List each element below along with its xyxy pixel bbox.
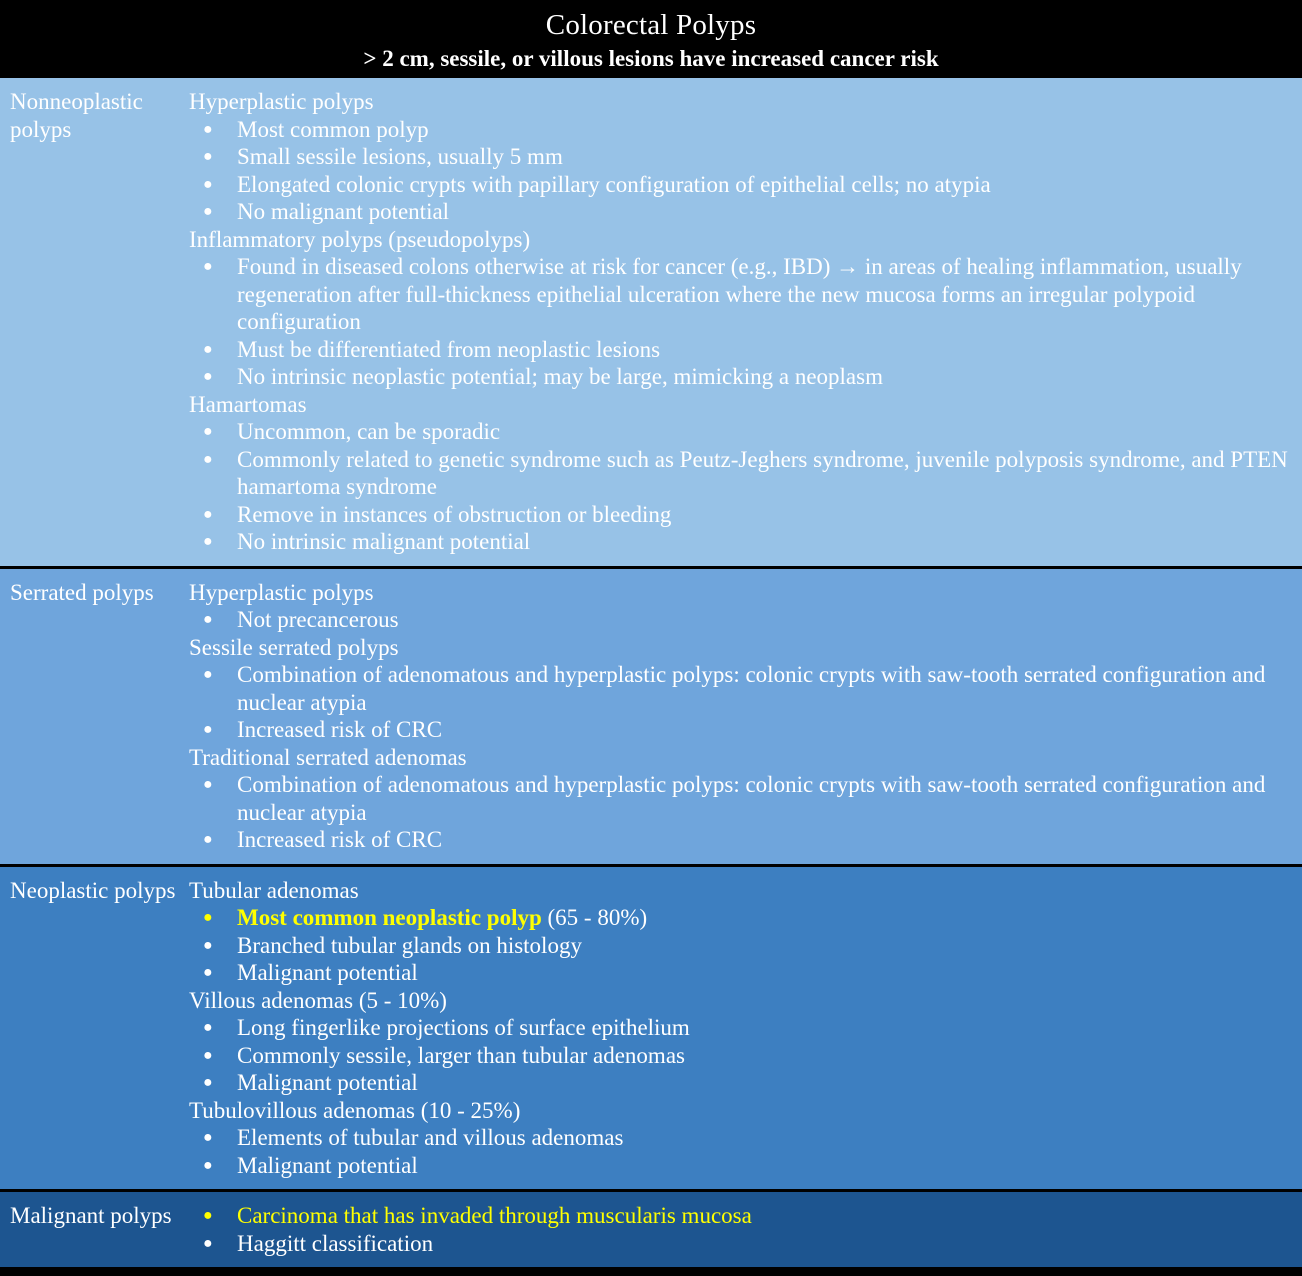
group-heading: Villous adenomas (5 - 10%) [189,987,447,1013]
list-item-text: No intrinsic malignant potential [237,529,531,554]
row-content [189,867,1302,1190]
list-item-text: Malignant potential [237,960,418,985]
bullet-icon: ● [203,1234,213,1252]
list-item [189,771,1288,826]
bullet-icon: ● [203,533,213,550]
bullet-icon: ● [203,611,213,628]
group-heading: Hamartomas [189,391,307,417]
group-heading: Sessile serrated polyps [189,634,399,660]
bullet-list [189,661,1288,744]
list-item [189,661,1288,716]
group-heading: Tubulovillous adenomas (10 - 25%) [189,1097,521,1123]
bullet-icon: ● [203,340,213,358]
list-item [189,1202,1288,1230]
list-item-text: No malignant potential [237,199,450,224]
page-subtitle: > 2 cm, sessile, or villous lesions have increased cancer risk [363,46,939,71]
list-item [189,904,1288,932]
list-item-text: Increased risk of CRC [237,717,443,742]
bullet-icon: ● [203,368,213,385]
bullet-icon: ● [203,776,213,793]
list-item-text: Most common neoplastic polyp [237,905,542,930]
table-row [0,1192,1302,1267]
bullet-icon: ● [203,721,213,738]
list-item-text: Most common polyp [237,116,429,142]
list-item [189,143,1288,171]
bullet-list [189,116,1288,226]
table-body [0,78,1302,1267]
bullet-list [189,418,1288,556]
page-title: Colorectal Polyps [545,9,757,41]
list-item-text: Remove in instances of obstruction or bleeding [237,501,672,527]
table-header [0,0,1302,78]
group-heading: Hyperplastic polyps [189,579,374,605]
row-content [189,1192,1302,1267]
bullet-icon: ● [203,964,213,981]
row-content [189,78,1302,566]
row-category-label: Malignant polyps [10,1203,172,1228]
bullet-icon: ● [203,450,213,468]
list-item [189,446,1288,501]
bullet-icon: ● [203,175,213,193]
bullet-list [189,1014,1288,1097]
bullet-icon: ● [203,148,213,165]
list-item [189,336,1288,364]
list-item [189,116,1288,144]
group-heading: Inflammatory polyps (pseudopolyps) [189,226,531,252]
list-item [189,1069,1288,1097]
bullet-list [189,1202,1288,1257]
table-row [0,569,1302,867]
list-item-text: Small sessile lesions, usually 5 mm [237,144,563,169]
bullet-icon: ● [203,258,213,275]
list-item [189,528,1288,556]
bullet-list [189,771,1288,854]
list-item [189,418,1288,446]
list-item [189,826,1288,854]
bullet-icon: ● [203,1129,213,1146]
bullet-icon: ● [203,1019,213,1036]
list-item-text: Long fingerlike projections of surface epithelium [237,1015,690,1040]
bullet-list [189,904,1288,987]
bullet-icon: ● [203,909,213,926]
list-item-text: Must be differentiated from neoplastic lesions [237,336,661,362]
bullet-icon: ● [203,423,213,440]
list-item-text: Malignant potential [237,1152,418,1178]
list-item [189,501,1288,529]
list-item [189,1014,1288,1042]
group-heading: Tubular adenomas [189,877,359,903]
bullet-icon: ● [203,505,213,523]
list-item [189,1124,1288,1152]
group-heading: Hyperplastic polyps [189,89,374,114]
table-row [0,78,1302,569]
bullet-icon: ● [203,203,213,220]
row-category-label: Nonneoplastic polyps [10,89,143,142]
list-item-text: Found in diseased colons otherwise at risk for cancer (e.g., IBD) → in areas of healing inflammation, usually regeneration after full-thickness epithelial ulceration where the new mucosa forms an irregular polypoid configuration [237,254,1242,334]
list-item-text: Carcinoma that has invaded through muscularis mucosa [237,1203,752,1228]
list-item-text: Branched tubular glands on histology [237,932,582,958]
list-item [189,1152,1288,1180]
list-item [189,253,1288,336]
bullet-icon: ● [203,1046,213,1064]
list-item-text: Elongated colonic crypts with papillary configuration of epithelial cells; no atypia [237,171,991,197]
list-item [189,932,1288,960]
group-heading: Traditional serrated adenomas [189,744,467,770]
list-item [189,363,1288,391]
list-item [189,1042,1288,1070]
row-category-label: Neoplastic polyps [10,877,176,903]
list-item-text: Combination of adenomatous and hyperplastic polyps: colonic crypts with saw-tooth serrated configuration and nuclear atypia [237,772,1266,825]
row-category-label: Serrated polyps [10,579,154,605]
list-item [189,1230,1288,1258]
list-item-text: Commonly related to genetic syndrome such as Peutz-Jeghers syndrome, juvenile polyposis syndrome, and PTEN hamartoma syndrome [237,446,1288,499]
bullet-list [189,253,1288,391]
bullet-icon: ● [203,1156,213,1174]
bullet-list [189,606,1288,634]
bullet-icon: ● [203,120,213,138]
list-item [189,171,1288,199]
list-item-text: Elements of tubular and villous adenomas [237,1125,624,1150]
bullet-icon: ● [203,666,213,683]
table-row [0,867,1302,1193]
bullet-icon: ● [203,1207,213,1224]
list-item-text: Not precancerous [237,607,399,632]
list-item-text: Combination of adenomatous and hyperplastic polyps: colonic crypts with saw-tooth serrated configuration and nuclear atypia [237,662,1266,715]
list-item [189,198,1288,226]
list-item-text: Malignant potential [237,1070,418,1095]
list-item-text: Uncommon, can be sporadic [237,419,501,444]
list-item-text: Increased risk of CRC [237,827,443,852]
list-item-text-tail: (65 - 80%) [541,905,648,930]
bullet-icon: ● [203,831,213,848]
list-item [189,606,1288,634]
bullet-icon: ● [203,1074,213,1091]
list-item [189,959,1288,987]
list-item [189,716,1288,744]
bullet-list [189,1124,1288,1179]
list-item-text: No intrinsic neoplastic potential; may be large, mimicking a neoplasm [237,364,883,389]
list-item-text: Haggitt classification [237,1230,434,1256]
bullet-icon: ● [203,936,213,954]
list-item-text: Commonly sessile, larger than tubular adenomas [237,1042,685,1068]
row-content [189,569,1302,864]
